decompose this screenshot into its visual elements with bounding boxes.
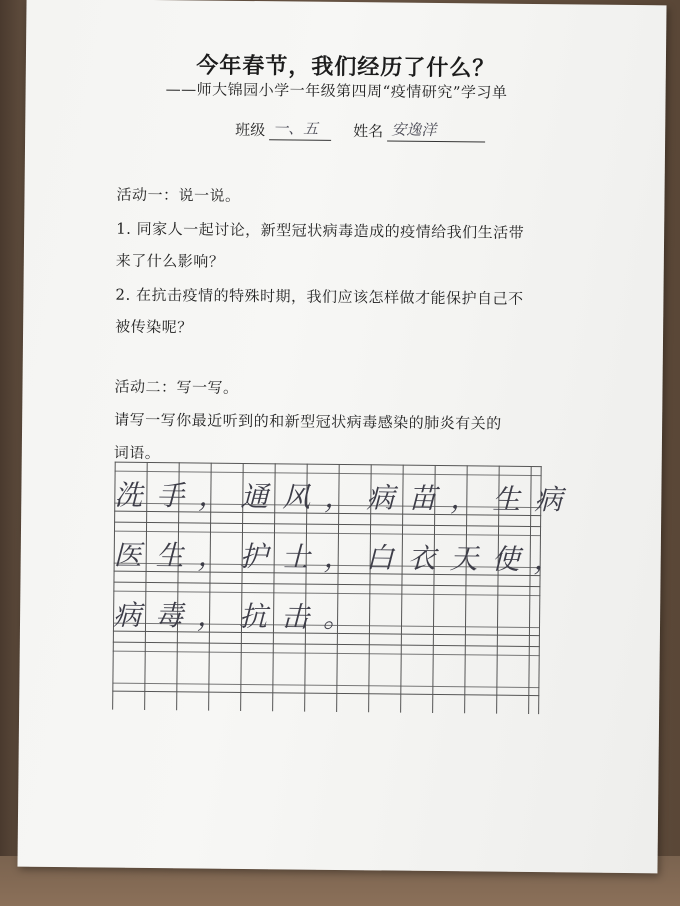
worksheet-paper <box>17 0 666 873</box>
handwritten-answer-line: 医生，护士，白衣天使， <box>113 538 576 577</box>
worksheet-subtitle: ——师大锦园小学一年级第四周“疫情研究”学习单 <box>165 80 508 102</box>
activity1-question2-line1: 2. 在抗击疫情的特殊时期，我们应该怎样做才能保护自己不 <box>115 285 524 308</box>
activity1-question2-line2: 被传染呢？ <box>115 317 193 337</box>
activity1-question1-line2: 来了什么影响？ <box>115 251 225 271</box>
worksheet-title: 今年春节，我们经历了什么？ <box>196 52 496 82</box>
activity1-question1-line1: 1. 同家人一起讨论，新型冠状病毒造成的疫情给我们生活带 <box>116 219 525 242</box>
name-field[interactable]: 安逸洋 <box>387 118 485 142</box>
activity1-heading: 活动一：说一说。 <box>116 185 241 205</box>
activity2-heading: 活动二：写一写。 <box>114 377 239 397</box>
activity2-prompt-line2: 词语。 <box>113 443 161 463</box>
writing-grid[interactable] <box>112 462 577 714</box>
class-name-line <box>235 117 485 143</box>
name-label: 姓名 <box>353 122 384 141</box>
class-label: 班级 <box>235 120 266 140</box>
handwritten-answer-line: 病毒，抗击。 <box>112 598 366 635</box>
class-field[interactable]: 一、五 <box>269 117 331 141</box>
handwritten-answer-line: 洗手，通风，病苗，生病 <box>114 478 577 517</box>
activity2-prompt-line1: 请写一写你最近听到的和新型冠状病毒感染的肺炎有关的 <box>114 410 502 433</box>
